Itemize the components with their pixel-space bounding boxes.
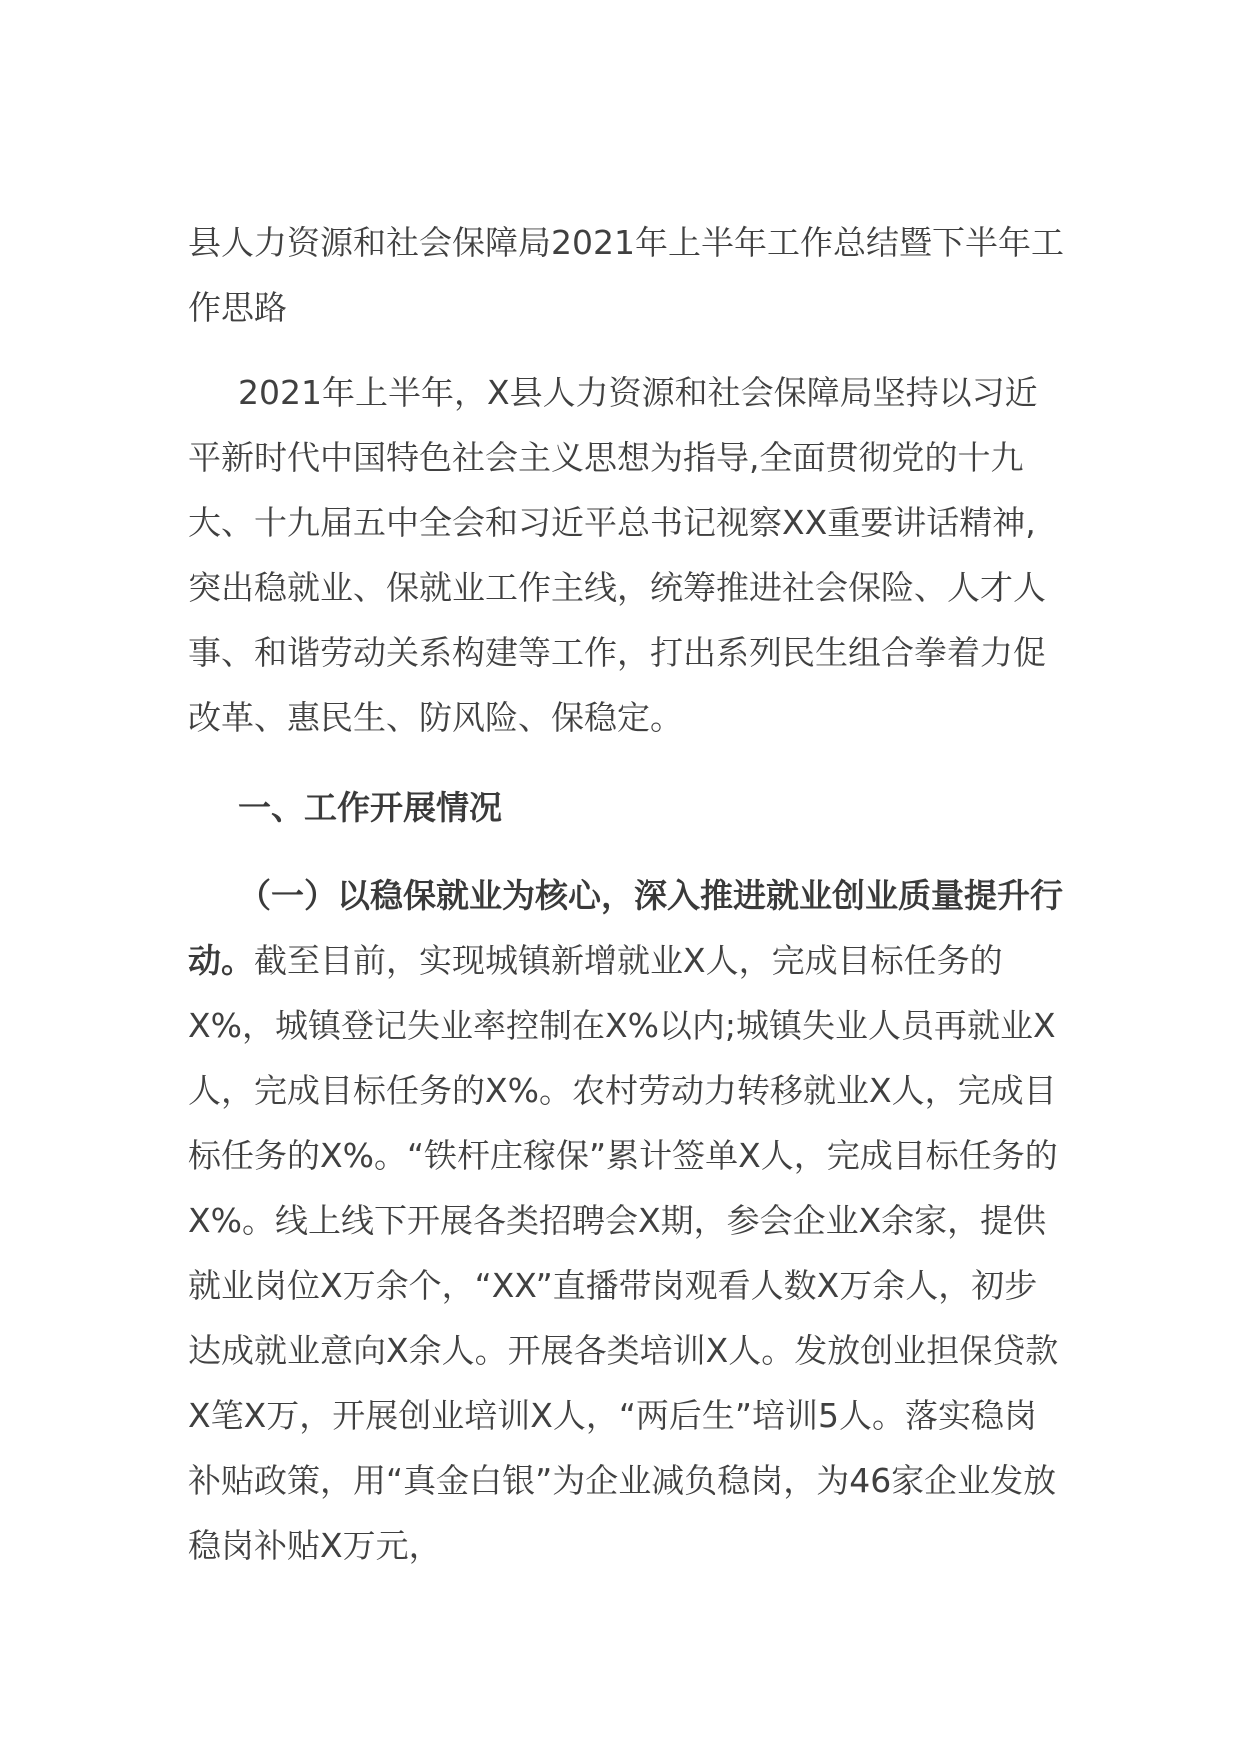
document-title: 县人力资源和社会保障局2021年上半年工作总结暨下半年工作思路 [188,223,1064,327]
intro-paragraph: 2021年上半年，X县人力资源和社会保障局坚持以习近平新时代中国特色社会主义思想为指导,全面贯彻党的十九大、十九届五中全会和习近平总书记视察XX重要讲话精神,突出稳就业、保就业工作主线，统筹推进社会保险、人才人事、和谐劳动关系构建等工作，打出系列民生组合拳着力促改革、惠民生、防风险、保稳定。 [188,373,1046,737]
section-heading: 一、工作开展情况 [238,788,502,827]
subsection-body: 截至目前，实现城镇新增就业X人，完成目标任务的X%，城镇登记失业率控制在X%以内;城镇失业人员再就业X人，完成目标任务的X%。农村劳动力转移就业X人，完成目标任务的X%。“铁杆庄稼保”累计签单X人，完成目标任务的X%。线上线下开展各类招聘会X期，参会企业X余家，提供就业岗位X万余个，“XX”直播带岗观看人数X万余人，初步达成就业意向X余人。开展各类培训X人。发放创业担保贷款X笔X万，开展创业培训X人，“两后生”培训5人。落实稳岗补贴政策，用“真金白银”为企业减负稳岗，为46家企业发放稳岗补贴X万元， [188,941,1059,1565]
subsection-paragraph [188,863,1068,1578]
subsection-lead: （一）以稳保就业为核心，深入推进就业创业质量提升行动。 [188,876,1063,980]
